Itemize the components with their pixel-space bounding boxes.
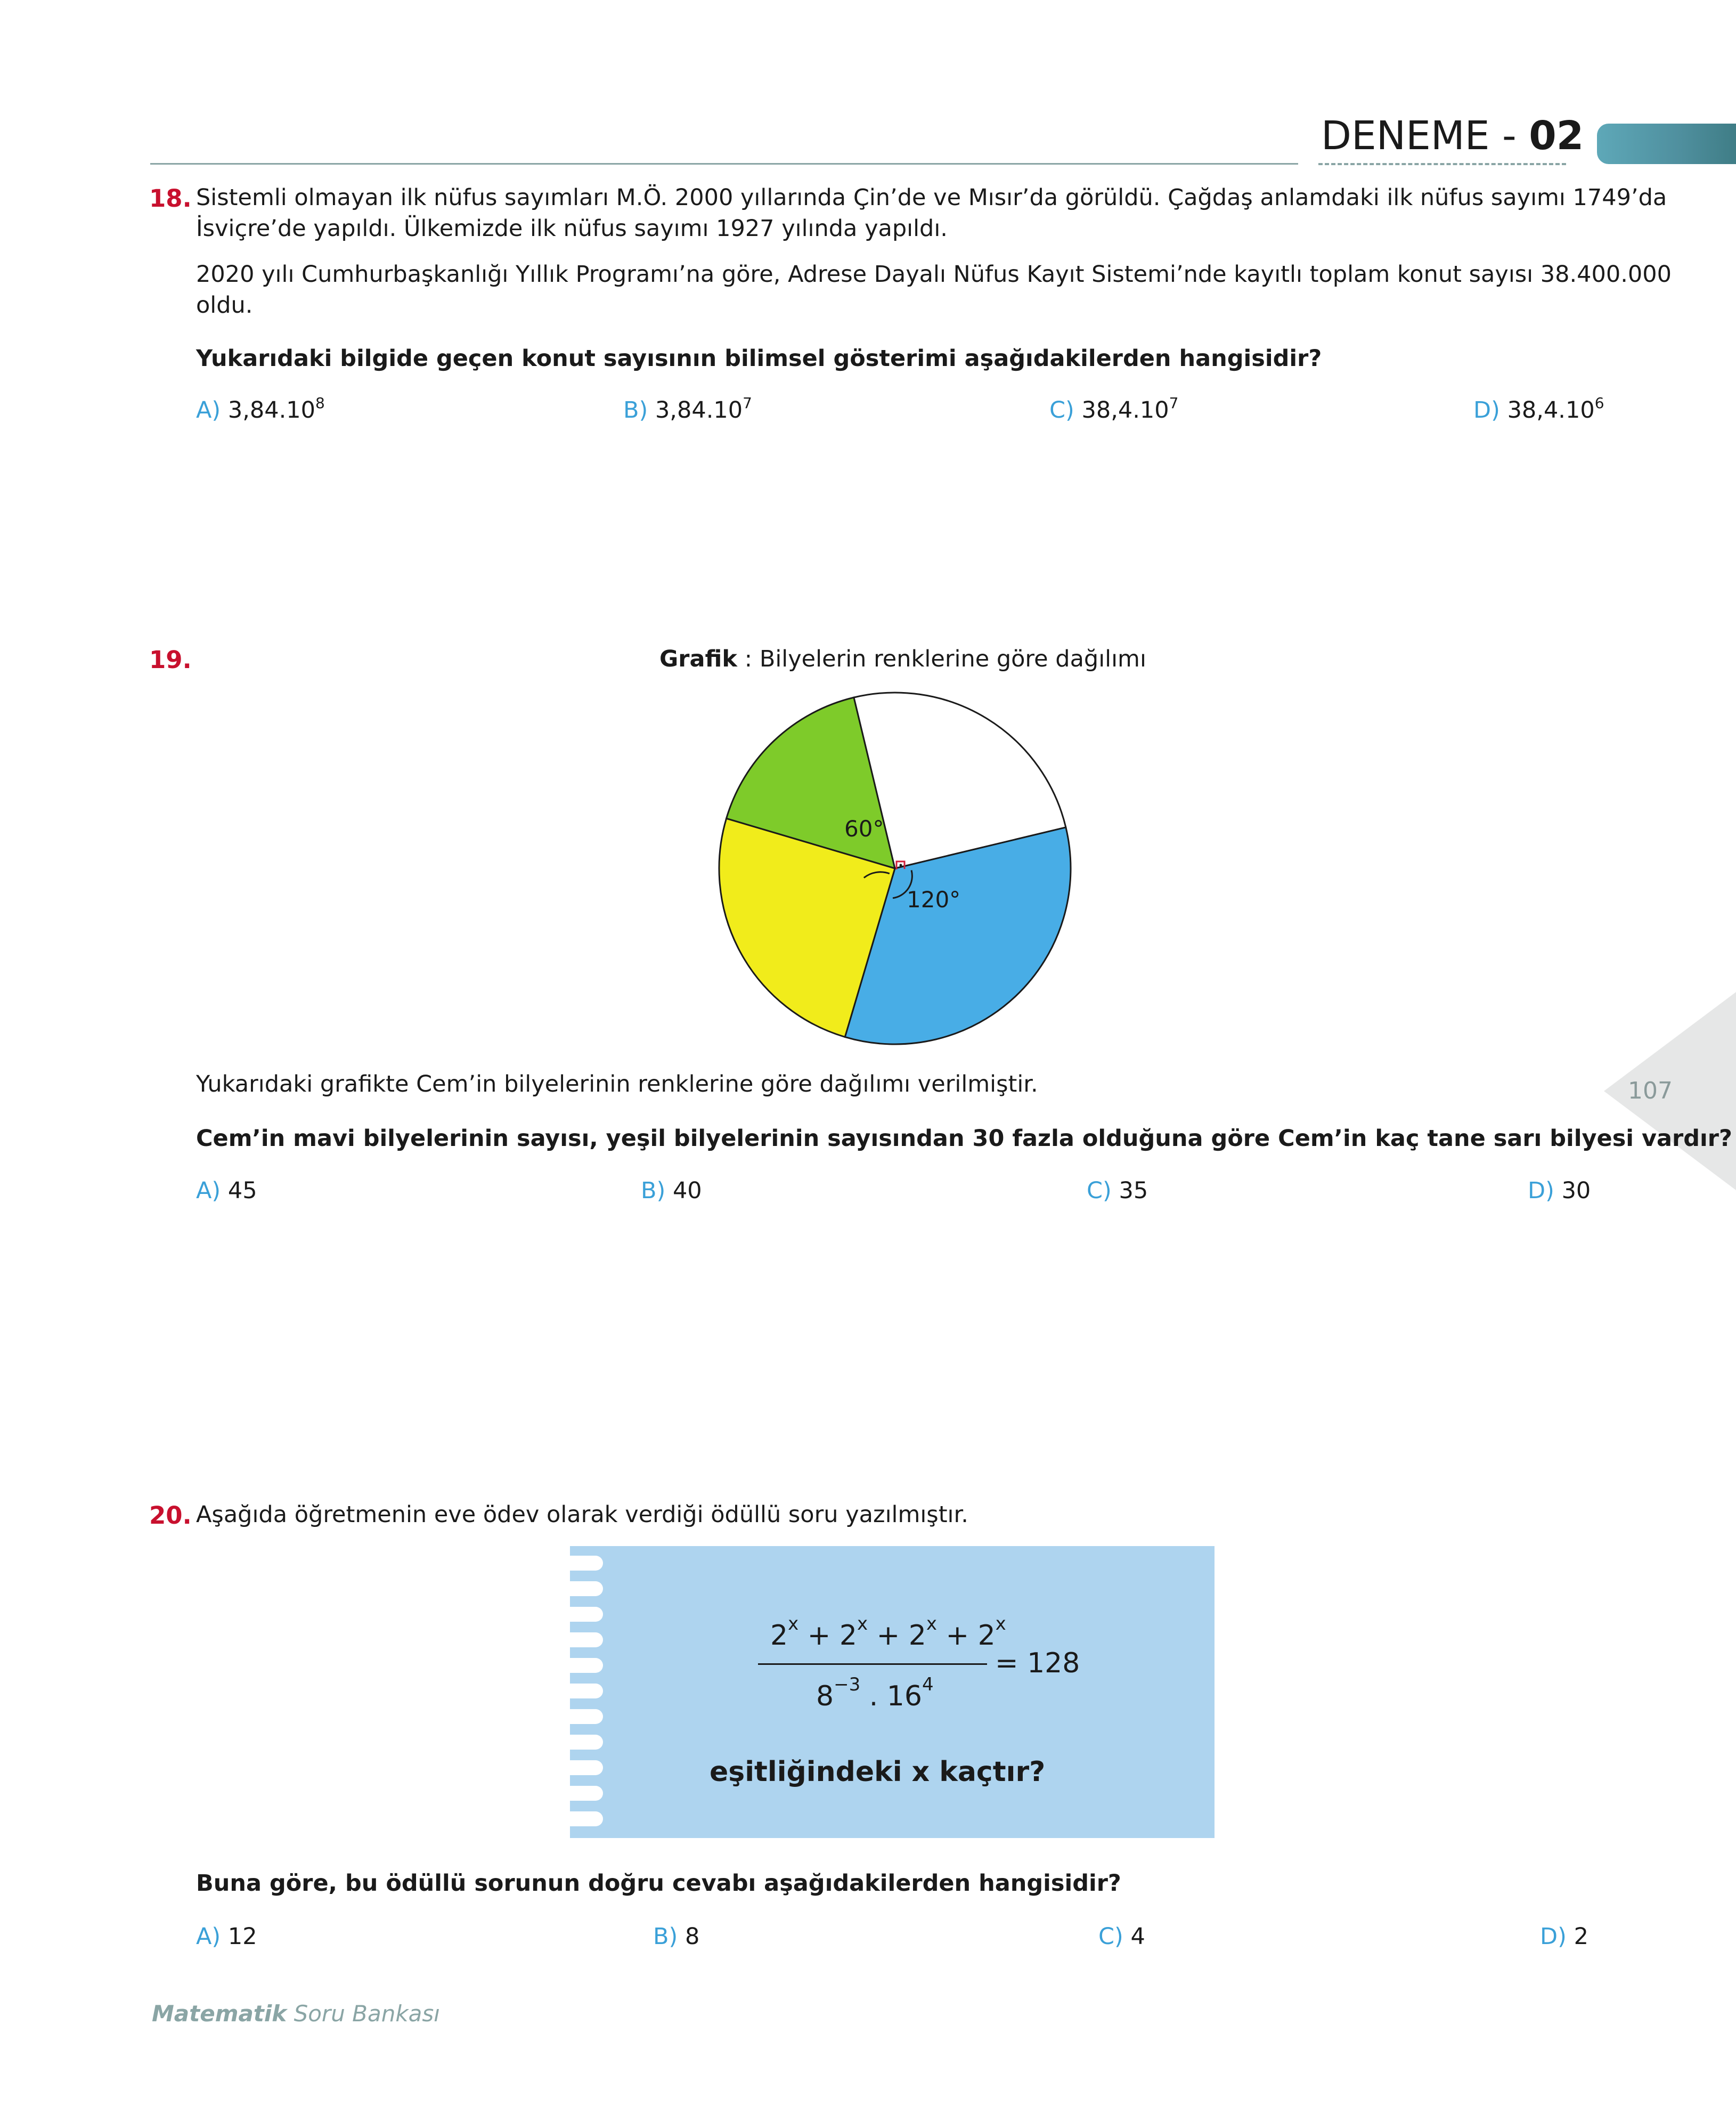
q19-option-c[interactable]: C) 35 bbox=[1087, 1177, 1148, 1204]
pie-chart bbox=[708, 682, 1081, 1055]
q18-option-a[interactable]: A) 3,84.10$^8$ bbox=[196, 394, 325, 424]
denominator: $8^{-3}$ . $16^4$ bbox=[816, 1674, 934, 1712]
q20-option-a[interactable]: A) 12 bbox=[196, 1923, 257, 1950]
q18-number: 18. bbox=[149, 184, 192, 213]
q19-question: Cem’in mavi bilyelerinin sayısı, yeşil bilyelerinin sayısından 30 fazla olduğuna göre Cem’in kaç tane sarı bilyesi vardır? bbox=[196, 1125, 1732, 1152]
q18-paragraph1-line1: Sistemli olmayan ilk nüfus sayımları M.Ö. 2000 yıllarında Çin’de ve Mısır’da görüldü. Çağdaş anlamdaki ilk nüfus sayımı 1749’da bbox=[196, 184, 1667, 211]
chart-title: Grafik : Bilyelerin renklerine göre dağılımı bbox=[659, 646, 1146, 672]
exam-title: DENEME - 02 bbox=[1321, 113, 1584, 159]
footer-book-title: Matematik Soru Bankası bbox=[152, 2001, 440, 2027]
header-dash bbox=[1318, 163, 1566, 165]
angle-label-60: 60° bbox=[844, 816, 884, 842]
q19-option-d[interactable]: D) 30 bbox=[1528, 1177, 1591, 1204]
q19-intro: Yukarıdaki grafikte Cem’in bilyelerinin renklerine göre dağılımı verilmiştir. bbox=[196, 1071, 1038, 1097]
q20-option-c[interactable]: C) 4 bbox=[1098, 1923, 1145, 1950]
q18-paragraph1-line2: İsviçre’de yapıldı. Ülkemizde ilk nüfus sayımı 1927 yılında yapıldı. bbox=[196, 215, 948, 242]
q19-option-b[interactable]: B) 40 bbox=[641, 1177, 702, 1204]
numerator: 2$^x$ + 2$^x$ + 2$^x$ + 2$^x$ bbox=[770, 1613, 1006, 1652]
q20-option-b[interactable]: B) 8 bbox=[653, 1923, 700, 1950]
equals-128: = 128 bbox=[995, 1647, 1080, 1679]
page-number: 107 bbox=[1628, 1077, 1673, 1104]
q19-option-a[interactable]: A) 45 bbox=[196, 1177, 257, 1204]
q18-option-c[interactable]: C) 38,4.10$^7$ bbox=[1049, 394, 1179, 424]
q18-option-d[interactable]: D) 38,4.10$^6$ bbox=[1473, 394, 1604, 424]
header-rule bbox=[150, 163, 1298, 165]
q18-paragraph2-line2: oldu. bbox=[196, 292, 253, 319]
header-tab bbox=[1597, 124, 1736, 164]
spiral-holes bbox=[570, 1546, 613, 1838]
q19-number: 19. bbox=[149, 646, 192, 674]
q20-intro: Aşağıda öğretmenin eve ödev olarak verdiği ödüllü soru yazılmıştır. bbox=[196, 1501, 968, 1528]
q18-paragraph2-line1: 2020 yılı Cumhurbaşkanlığı Yıllık Programı’na göre, Adrese Dayalı Nüfus Kayıt Sistemi’nde kayıtlı toplam konut sayısı 38.400.000 bbox=[196, 261, 1672, 288]
q20-question: Buna göre, bu ödüllü sorunun doğru cevabı aşağıdakilerden hangisidir? bbox=[196, 1870, 1121, 1897]
q18-question: Yukarıdaki bilgide geçen konut sayısının bilimsel gösterimi aşağıdakilerden hangisidir? bbox=[196, 345, 1322, 372]
angle-label-120: 120° bbox=[907, 887, 961, 913]
right-angle-dot bbox=[900, 864, 902, 867]
q18-option-b[interactable]: B) 3,84.10$^7$ bbox=[623, 394, 752, 424]
q20-option-d[interactable]: D) 2 bbox=[1540, 1923, 1588, 1950]
q20-number: 20. bbox=[149, 1501, 192, 1530]
fraction-bar bbox=[758, 1663, 987, 1665]
note-question: eşitliğindeki x kaçtır? bbox=[710, 1756, 1046, 1788]
